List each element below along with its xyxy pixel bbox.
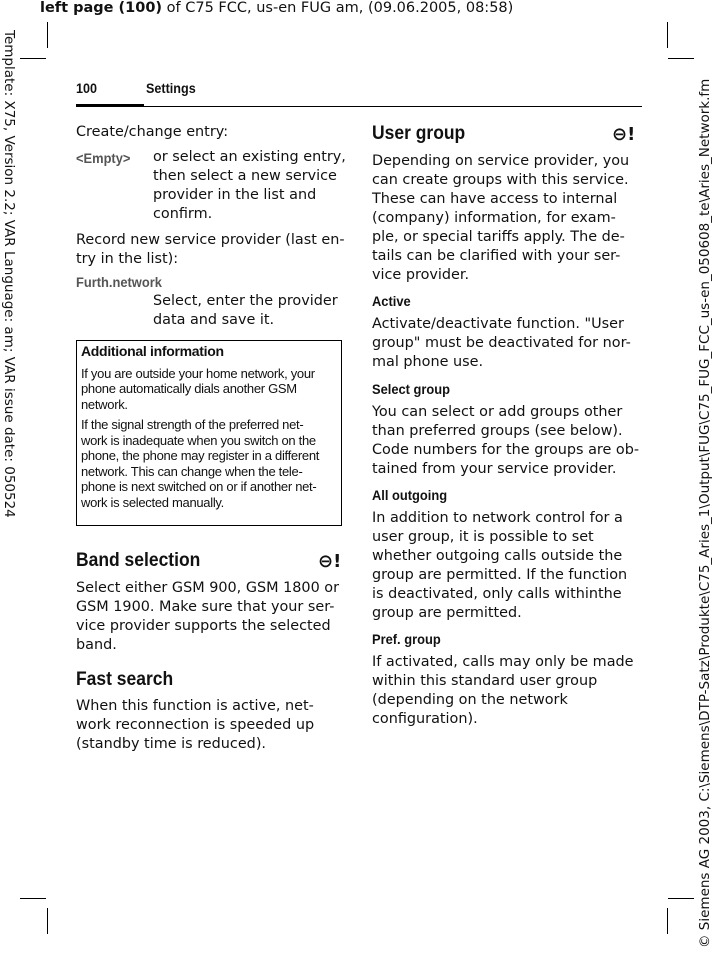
text-line: vice provider supports the selected [76, 618, 331, 634]
crop-mark [668, 58, 694, 59]
text-line: group" must be deactivated for nor- [372, 335, 631, 351]
crop-mark [20, 58, 46, 59]
text-line: If you are outside your home network, your [81, 365, 315, 381]
info-paragraph-2 [81, 417, 337, 510]
text-line: vice provider. [372, 267, 470, 283]
crop-mark [20, 898, 46, 899]
text-line: network. [81, 396, 128, 412]
text-line: (standby time is reduced). [76, 736, 267, 752]
user-group-icons [612, 124, 635, 145]
crop-mark [47, 908, 48, 934]
text-line: You can select or add groups other [372, 404, 623, 420]
create-label: Create/change entry: [76, 124, 229, 140]
text-line: try in the list): [76, 251, 179, 267]
text-line: tained from your service provider. [372, 461, 617, 477]
text-line: provider in the list and [153, 187, 317, 203]
furth-network-softkey: Furth.network [76, 274, 162, 290]
page-number: 100 [76, 80, 98, 96]
text-line: confirm. [153, 206, 213, 222]
text-line: Activate/deactivate function. "User [372, 316, 624, 332]
text-line: or select an existing entry, [153, 149, 346, 165]
text-line: Code numbers for the groups are ob- [372, 442, 640, 458]
text-line: phone automatically dials another GSM [81, 381, 297, 396]
warning-icon: ! [627, 124, 636, 145]
print-header-rest: of C75 FCC, us-en FUG am, (09.06.2005, 08:58) [162, 0, 514, 16]
text-line: If the signal strength of the preferred net- [81, 417, 304, 432]
text-line: phone is next switched on or if another net- [81, 479, 317, 494]
text-line: (company) information, for exam- [372, 210, 616, 226]
text-line: ple, or special tariffs apply. The de- [372, 229, 625, 245]
select-group-text [372, 403, 639, 479]
text-line: work is selected manually. [81, 494, 224, 510]
text-line: user group, it is possible to set [372, 529, 594, 545]
text-line: phone, the phone may register in a different [81, 448, 320, 463]
band-selection-icons [318, 551, 341, 572]
select-group-subheading: Select group [372, 381, 451, 397]
header-rule-accent [76, 104, 144, 107]
text-line: is deactivated, only calls withinthe [372, 586, 622, 602]
text-line: When this function is active, net- [76, 698, 314, 714]
page-title: Settings [146, 80, 196, 96]
pref-group-text [372, 653, 634, 729]
text-line: GSM 1900. Make sure that your ser- [76, 599, 335, 615]
left-margin-template-note [0, 0, 20, 955]
fast-search-text [76, 697, 314, 754]
user-group-text [372, 152, 629, 285]
band-selection-heading: Band selection [76, 550, 201, 571]
band-selection-text [76, 579, 339, 655]
text-line: than preferred groups (see below). [372, 423, 623, 439]
text-line: mal phone use. [372, 354, 484, 370]
fast-search-heading: Fast search [76, 669, 174, 690]
print-header [40, 0, 513, 16]
text-line: whether outgoing calls outside the [372, 548, 623, 564]
text-line: band. [76, 637, 117, 653]
info-paragraph-1 [81, 366, 337, 413]
text-line: work is inadequate when you switch on the [81, 432, 316, 448]
text-line: Record new service provider (last en- [76, 232, 345, 248]
text-line: If activated, calls may only be made [372, 654, 634, 670]
record-paragraph [76, 231, 345, 269]
header-rule [76, 106, 642, 107]
text-line: within this standard user group [372, 673, 598, 689]
network-dependent-icon: ⊖ [318, 551, 334, 572]
text-line: then select a new service [153, 168, 337, 184]
text-line: group are permitted. If the function [372, 567, 628, 583]
network-dependent-icon: ⊖ [612, 124, 628, 145]
empty-description [153, 148, 346, 224]
crop-mark [667, 22, 668, 48]
text-line: work reconnection is speeded up [76, 717, 315, 733]
copyright-text: © Siemens AG 2003, C:\Siemens\DTP-Satz\Produkte\C75_Aries_1\Output\FUG\C75_FUG_FCC_us-en_050608_te\Aries_Network.fm [697, 78, 713, 948]
warning-icon: ! [333, 551, 342, 572]
text-line: network. This can change when the tele- [81, 463, 303, 479]
empty-softkey: <Empty> [76, 150, 131, 166]
active-subheading: Active [372, 293, 411, 309]
furth-network-description [153, 292, 338, 330]
template-note-text: Template: X75, Version 2.2; VAR Language: am; VAR issue date: 050524 [1, 30, 17, 518]
active-text [372, 315, 631, 372]
print-header-bold: left page (100) [40, 0, 163, 16]
crop-mark [668, 898, 694, 899]
text-line: can create groups with this service. [372, 172, 629, 188]
text-line: (depending on the network [372, 692, 568, 708]
text-line: Select, enter the provider [153, 293, 338, 309]
text-line: Depending on service provider, you [372, 153, 630, 169]
right-margin-copyright [695, 0, 715, 955]
additional-info-box [76, 340, 342, 526]
text-line: Select either GSM 900, GSM 1800 or [76, 580, 340, 596]
text-line: group are permitted. [372, 605, 522, 621]
user-group-heading: User group [372, 123, 466, 144]
all-outgoing-subheading: All outgoing [372, 487, 448, 503]
text-line: tails can be clarified with your ser- [372, 248, 621, 264]
text-line: These can have access to internal [372, 191, 618, 207]
info-box-title: Additional information [81, 343, 224, 359]
pref-group-subheading: Pref. group [372, 631, 441, 647]
crop-mark [667, 908, 668, 934]
text-line: In addition to network control for a [372, 510, 623, 526]
crop-mark [47, 22, 48, 48]
all-outgoing-text [372, 509, 627, 623]
text-line: configuration). [372, 711, 478, 727]
text-line: data and save it. [153, 312, 275, 328]
